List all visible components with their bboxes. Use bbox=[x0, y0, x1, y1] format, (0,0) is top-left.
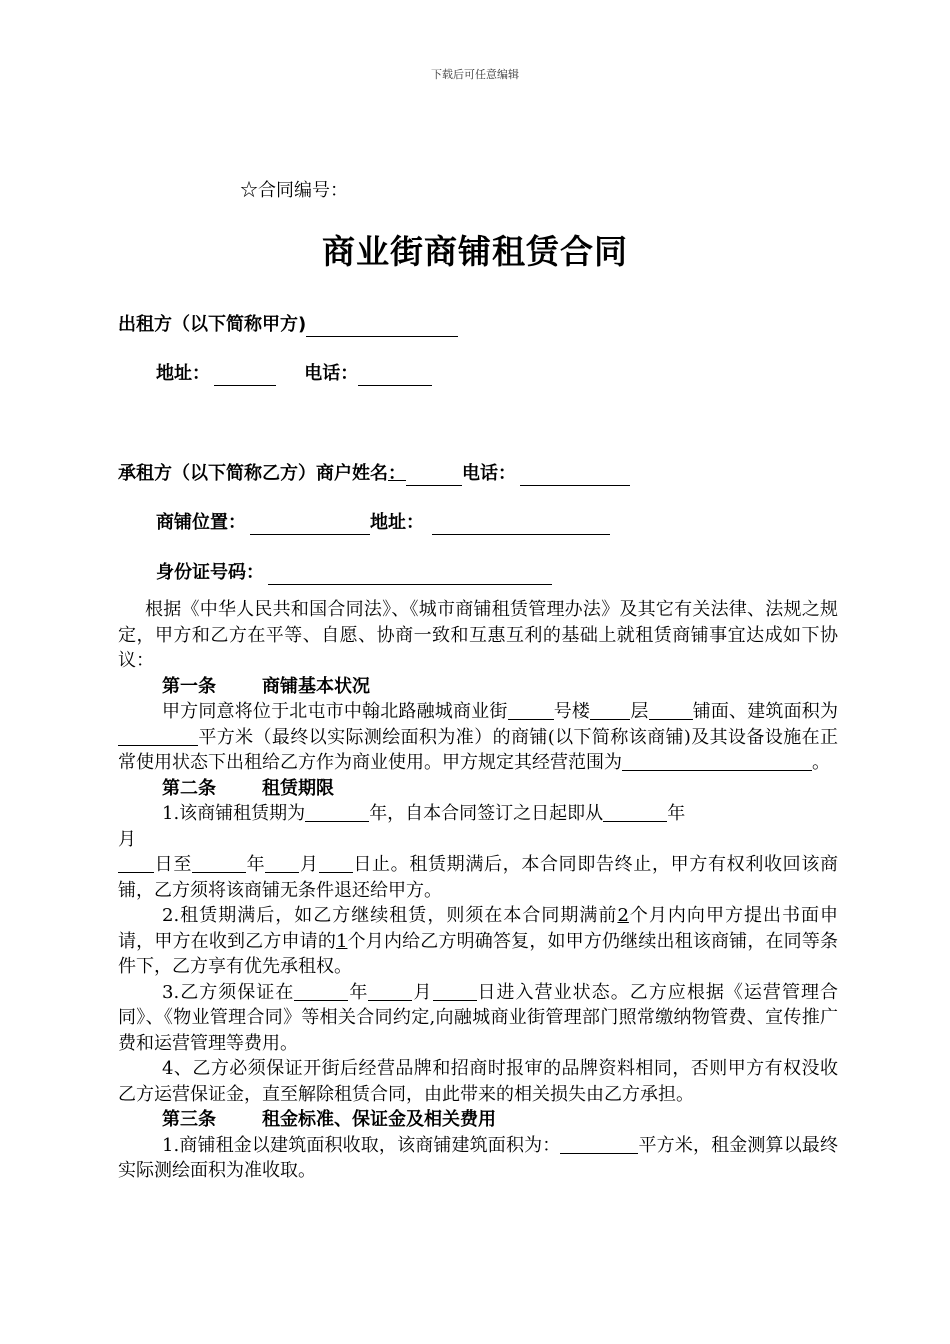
text-segment: 3.乙方须保证在 bbox=[162, 981, 295, 1003]
intro-paragraph: 根据《中华人民共和国合同法》、《城市商铺租赁管理办法》及其它有关法律、法规之规定，甲方和乙方在平等、自愿、协商一致和互惠互利的基础上就租赁商铺事宜达成如下协议： bbox=[118, 599, 838, 671]
article-3-number: 第三条 bbox=[162, 1109, 216, 1130]
text-segment: 甲方同意将位于北屯市中翰北路融城商业街 bbox=[162, 701, 508, 722]
lessee-colon: ： bbox=[388, 463, 406, 484]
article-1-title: 商铺基本状况 bbox=[262, 675, 370, 697]
article-2-clause-3 bbox=[118, 980, 838, 1057]
text-segment: 年 bbox=[667, 803, 686, 824]
lessee-name-blank[interactable] bbox=[406, 465, 462, 486]
lessor-address-label: 地址： bbox=[156, 363, 210, 384]
article-3-clause-1 bbox=[118, 1133, 838, 1184]
months-value: 1 bbox=[336, 930, 348, 952]
text-segment: 1.商铺租金以建筑面积收取，该商铺建筑面积为： bbox=[162, 1134, 561, 1156]
end-month-blank[interactable] bbox=[265, 854, 299, 873]
unit-blank[interactable] bbox=[649, 701, 693, 720]
header-note: 下载后可任意编辑 bbox=[431, 68, 519, 81]
floor-blank[interactable] bbox=[590, 701, 630, 720]
article-2-clause-2 bbox=[118, 903, 838, 980]
start-day-blank[interactable] bbox=[118, 854, 154, 873]
text-segment: 平方米，租金测算以最终实际测绘面积为准收取。 bbox=[118, 1134, 838, 1181]
text-segment: 号楼 bbox=[553, 701, 591, 722]
text-segment: 个月内给乙方明确答复，如甲方仍继续出租该商铺，在同等条件下，乙方享有优先承租权。 bbox=[118, 930, 838, 977]
text-segment: 年，自本合同签订之日起即从 bbox=[369, 803, 604, 824]
text-segment: 日进入营业状态。乙方应根据《运营管理合同》、《物业管理合同》等相关合同约定,向融城商业街管理部门照常缴纳物管费、宣传推广费和运营管理等费用。 bbox=[118, 981, 839, 1054]
text-segment: 日止。租赁期满后，本合同即告终止，甲方有权利收回该商铺，乙方须将该商铺无条件退还给甲方。 bbox=[118, 854, 839, 901]
lessor-contact-line bbox=[156, 362, 432, 386]
area-blank[interactable] bbox=[118, 727, 198, 746]
rent-area-blank[interactable] bbox=[560, 1135, 638, 1154]
text-segment: 年 bbox=[246, 854, 266, 875]
article-2-heading bbox=[118, 776, 838, 802]
building-number-blank[interactable] bbox=[508, 701, 554, 720]
lessor-phone-label: 电话： bbox=[304, 363, 359, 384]
lessee-line bbox=[118, 462, 630, 486]
business-scope-blank[interactable] bbox=[622, 752, 812, 771]
months-value: 2 bbox=[617, 905, 629, 926]
lessor-address-blank[interactable] bbox=[214, 365, 276, 386]
text-segment: 日至 bbox=[154, 854, 192, 875]
article-2-clause-1 bbox=[118, 801, 838, 903]
text-segment: 2.租赁期满后，如乙方继续租赁，则须在本合同期满前 bbox=[162, 905, 618, 926]
article-1-heading bbox=[118, 674, 838, 700]
text-segment: 平方米（最终以实际测绘面积为准）的商铺(以下简称该商铺)及其设备设施在正常使用状态下出租给乙方作为商业使用。甲方规定其经营范围为 bbox=[118, 726, 838, 773]
text-segment: 层 bbox=[630, 701, 649, 722]
text-segment: 1.该商铺租赁期为 bbox=[162, 803, 306, 824]
lease-years-blank[interactable] bbox=[305, 803, 369, 822]
lessee-id-line bbox=[156, 561, 552, 585]
text-segment: 铺面、建筑面积为 bbox=[692, 701, 838, 722]
lessee-phone-label: 电话： bbox=[462, 463, 516, 484]
id-number-label: 身份证号码： bbox=[156, 562, 264, 583]
lessee-address-label: 地址： bbox=[370, 512, 424, 533]
id-number-blank[interactable] bbox=[268, 564, 552, 585]
open-year-blank[interactable] bbox=[294, 982, 348, 1001]
shop-location-blank[interactable] bbox=[250, 514, 370, 535]
article-1-number: 第一条 bbox=[162, 675, 216, 697]
start-year-blank[interactable] bbox=[603, 803, 667, 822]
article-1-paragraph bbox=[118, 699, 838, 776]
lessee-address-blank[interactable] bbox=[432, 514, 610, 535]
lessor-phone-blank[interactable] bbox=[358, 365, 432, 386]
lessee-shop-line bbox=[156, 511, 610, 535]
article-2-clause-4: 4、乙方必须保证开街后经营品牌和招商时报审的品牌资料相同，否则甲方有权没收乙方运营保证金，直至解除租赁合同，由此带来的相关损失由乙方承担。 bbox=[118, 1058, 838, 1105]
shop-location-label: 商铺位置： bbox=[156, 512, 246, 533]
lessor-name-blank[interactable] bbox=[306, 316, 458, 337]
lessee-label: 承租方（以下简称乙方）商户姓名 bbox=[118, 463, 388, 484]
text-segment: 年 bbox=[348, 981, 369, 1003]
lessor-label: 出租方（以下简称甲方) bbox=[118, 314, 307, 335]
article-2-title: 租赁期限 bbox=[262, 777, 334, 799]
contract-number-label: ☆合同编号： bbox=[240, 180, 348, 201]
article-2-number: 第二条 bbox=[162, 777, 216, 799]
end-day-blank[interactable] bbox=[319, 854, 353, 873]
open-day-blank[interactable] bbox=[433, 982, 477, 1001]
contract-body bbox=[118, 597, 838, 1184]
article-3-title: 租金标准、保证金及相关费用 bbox=[262, 1109, 496, 1130]
text-segment: 月 bbox=[118, 828, 136, 850]
text-segment: 。 bbox=[812, 752, 830, 773]
text-segment: 月 bbox=[299, 854, 319, 875]
text-segment: 月 bbox=[412, 981, 433, 1003]
text-segment: 个月内向甲方提出书面申请，甲方在收到乙方申请的 bbox=[118, 905, 839, 952]
document-title: 商业街商铺租赁合同 bbox=[322, 232, 628, 271]
open-month-blank[interactable] bbox=[368, 982, 412, 1001]
lessor-line bbox=[118, 313, 458, 337]
end-year-blank[interactable] bbox=[192, 854, 246, 873]
article-3-heading bbox=[118, 1107, 838, 1133]
lessee-phone-blank[interactable] bbox=[520, 465, 630, 486]
